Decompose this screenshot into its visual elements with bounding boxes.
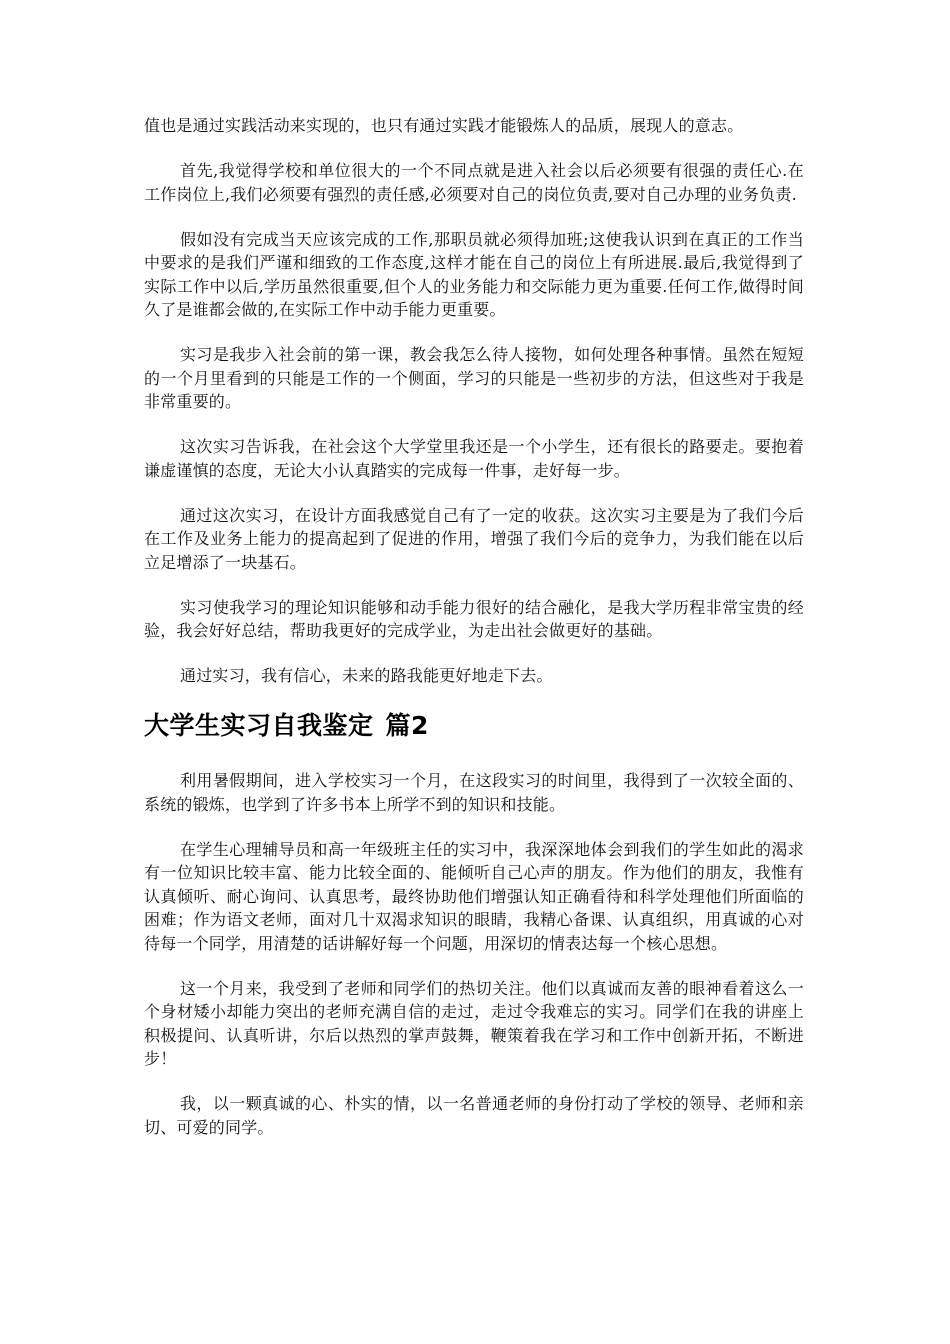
paragraph-design-gains: 通过这次实习，在设计方面我感觉自己有了一定的收获。这次实习主要是为了我们今后在工作及业务上能力的提高起到了促进的作用，增强了我们今后的竞争力，为我们能在以后立足增添了一块基石。 [144,505,804,572]
section-heading [144,709,804,743]
paragraph-responsibility: 首先,我觉得学校和单位很大的一个不同点就是进入社会以后必须要有很强的责任心.在工作岗位上,我们必须要有强烈的责任感,必须要对自己的岗位负责,要对自己办理的业务负责. [144,161,804,204]
section-heading-number: 篇2 [385,711,429,740]
paragraph-counselor-teacher: 在学生心理辅导员和高一年级班主任的实习中，我深深地体会到我们的学生如此的渴求有一位知识比较丰富、能力比较全面的、能倾听自己心声的朋友。作为他们的朋友，我惟有认真倾听、耐心询问、认真思考，最终协助他们增强认知正确看待和科学处理他们所面临的困难；作为语文老师，面对几十双渴求知识的眼睛，我精心备课、认真组织，用真诚的心对待每一个同学，用清楚的话讲解好每一个问题，用深切的情表达每一个核心思想。 [144,839,804,953]
paragraph-sincere-heart: 我，以一颗真诚的心、朴实的情，以一名普通老师的身份打动了学校的领导、老师和亲切、可爱的同学。 [144,1094,804,1137]
document-page [144,114,804,1161]
paragraph-continuation: 值也是通过实践活动来实现的，也只有通过实践才能锻炼人的品质，展现人的意志。 [144,116,744,135]
paragraph-long-road: 这次实习告诉我，在社会这个大学堂里我还是一个小学生，还有很长的路要走。要抱着谦虚谨慎的态度，无论大小认真踏实的完成每一件事，走好每一步。 [144,437,804,480]
paragraph-work-attitude: 假如没有完成当天应该完成的工作,那职员就必须得加班;这使我认识到在真正的工作当中要求的是我们严谨和细致的工作态度,这样才能在自己的岗位上有所进展.最后,我觉得到了实际工作中以后,学历虽然很重要,但个人的业务能力和交际能力更为重要.任何工作,做得时间久了是谁都会做的,在实际工作中动手能力更重要。 [144,229,804,319]
paragraph-theory-practice: 实习使我学习的理论知识能够和动手能力很好的结合融化，是我大学历程非常宝贵的经验，我会好好总结，帮助我更好的完成学业，为走出社会做更好的基础。 [144,597,804,640]
paragraph-confidence: 通过实习，我有信心，未来的路我能更好地走下去。 [180,666,553,685]
section-heading-title: 大学生实习自我鉴定 [144,711,374,740]
paragraph-summer-internship: 利用暑假期间，进入学校实习一个月，在这段实习的时间里，我得到了一次较全面的、系统的锻炼，也学到了许多书本上所学不到的知识和技能。 [144,771,804,814]
paragraph-attention: 这一个月来，我受到了老师和同学们的热切关注。他们以真诚而友善的眼神看着这么一个身材矮小却能力突出的老师充满自信的走过，走过令我难忘的实习。同学们在我的讲座上积极提问、认真听讲，尔后以热烈的掌声鼓舞，鞭策着我在学习和工作中创新开拓，不断进步！ [144,978,804,1068]
paragraph-first-lesson: 实习是我步入社会前的第一课，教会我怎么待人接物，如何处理各种事情。虽然在短短的一个月里看到的只能是工作的一个侧面，学习的只能是一些初步的方法，但这些对于我是非常重要的。 [144,345,804,411]
